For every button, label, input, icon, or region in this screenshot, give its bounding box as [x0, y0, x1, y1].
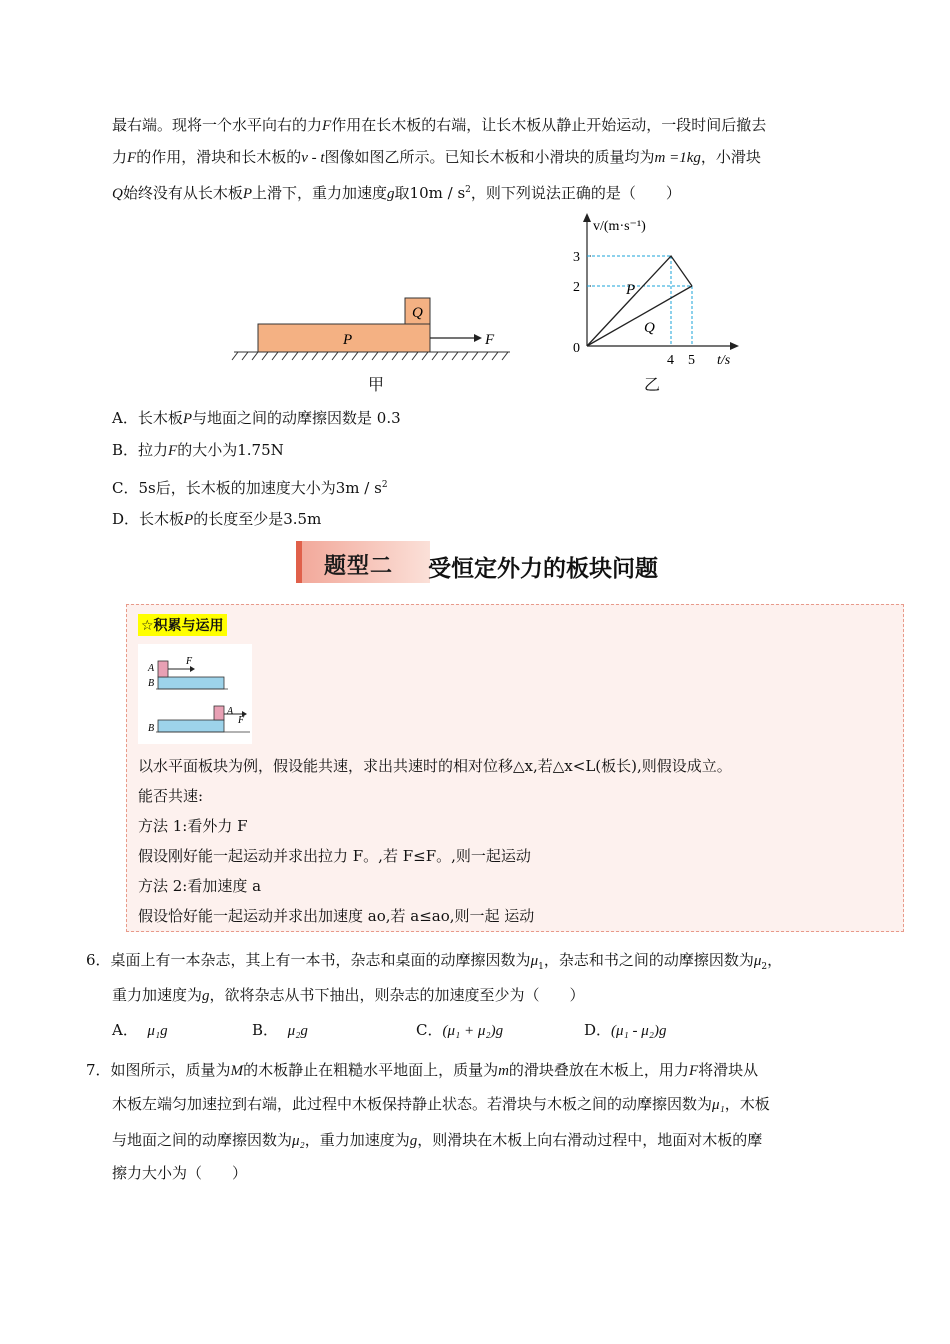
svg-text:B: B: [148, 678, 155, 689]
section-tag: 题型二: [296, 541, 430, 583]
q6-option-a[interactable]: A． μ₁g: [112, 1021, 168, 1039]
q5-option-d[interactable]: D．长木板P的长度至少是3.5m: [112, 510, 322, 528]
section-title: 受恒定外力的板块问题: [428, 556, 658, 582]
series-P-label: P: [626, 282, 636, 298]
ground-hatching: [232, 352, 508, 360]
svg-text:F: F: [238, 715, 245, 726]
q5-option-b[interactable]: B．拉力F的大小为1.75N: [112, 441, 284, 459]
series-line-P: [587, 256, 692, 346]
x-axis-label: t/s: [717, 353, 731, 368]
y-axis-arrow: [583, 213, 591, 222]
x-tick-label-4: 4: [667, 353, 674, 368]
y-tick-label-2: 2: [573, 280, 580, 295]
q5-option-c[interactable]: C．5s后，长木板的加速度大小为$3m / s^2$: [112, 479, 388, 497]
fig-jia-label: 甲: [368, 375, 385, 394]
y-tick-label-3: 3: [573, 250, 580, 265]
label-Q: Q: [412, 305, 423, 321]
box-line-3: 方法 1:看外力 F: [138, 817, 248, 835]
vt-chart: [560, 212, 750, 372]
origin-label: 0: [573, 341, 580, 356]
box-line-2: 能否共速:: [138, 787, 204, 805]
box-line-5: 方法 2:看加速度 a: [138, 877, 262, 895]
svg-text:A: A: [148, 663, 155, 674]
box-line-1: 以水平面板块为例，假设能共速，求出共速时的相对位移△x,若△x<L(板长),则假设成立。: [138, 757, 732, 775]
box-figure: [138, 644, 252, 744]
q7-line4: 擦力大小为（ ）: [112, 1164, 248, 1182]
q6-line1: 6．桌面上有一本杂志，其上有一本书，杂志和桌面的动摩擦因数为$\mu_1$，杂志和书之间的动摩擦因数为$\mu_2$，: [86, 951, 783, 972]
x-axis-arrow: [730, 342, 739, 350]
q6-option-c[interactable]: C．(μ₁ + μ₂)g: [416, 1021, 504, 1039]
figure-jia: [230, 295, 520, 365]
q7-line1: 7．如图所示，质量为M的木板静止在粗糙水平地面上，质量为m的滑块叠放在木板上，用力F将滑块从: [86, 1061, 759, 1079]
q7-line2: 木板左端匀加速拉到右端，此过程中木板保持静止状态。若滑块与木板之间的动摩擦因数为μ₁，木板: [112, 1095, 770, 1113]
q5-line1: 最右端。现将一个水平向右的力F作用在长木板的右端，让长木板从静止开始运动，一段时间后撤去: [112, 116, 767, 134]
q6-option-d[interactable]: D．(μ₁ - μ₂)g: [584, 1021, 667, 1039]
q5-line2: 力F的作用，滑块和长木板的v - t图像如图乙所示。已知长木板和小滑块的质量均为m =1kg，小滑块: [112, 148, 761, 166]
series-line-Q: [587, 286, 692, 346]
svg-text:B: B: [148, 723, 155, 734]
fig-yi-label: 乙: [644, 375, 661, 394]
q6-option-b[interactable]: B． μ₂g: [252, 1021, 308, 1039]
series-Q-label: Q: [644, 320, 655, 336]
y-axis-label: v/(m·s⁻¹): [593, 219, 646, 234]
label-P: P: [343, 332, 353, 348]
q5-option-a[interactable]: A．长木板P与地面之间的动摩擦因数是 0.3: [112, 409, 401, 427]
highlight-label: ☆积累与运用: [138, 614, 227, 636]
x-tick-label-5: 5: [688, 353, 695, 368]
label-F: F: [485, 332, 495, 348]
q7-line3: 与地面之间的动摩擦因数为μ₂，重力加速度为g，则滑块在木板上向右滑动过程中，地面对木板的摩: [112, 1131, 763, 1149]
svg-text:A: A: [227, 706, 234, 717]
box-line-6: 假设恰好能一起运动并求出加速度 ao,若 a≤ao,则一起 运动: [138, 907, 535, 925]
q6-line2: 重力加速度为g，欲将杂志从书下抽出，则杂志的加速度至少为（ ）: [112, 986, 585, 1004]
svg-text:F: F: [186, 656, 193, 667]
q5-line3: Q始终没有从长木板P上滑下，重力加速度g取$10m / s^2$，则下列说法正确的是（ ）: [112, 184, 681, 202]
box-line-4: 假设刚好能一起运动并求出拉力 F。,若 F≤F。,则一起运动: [138, 847, 531, 865]
